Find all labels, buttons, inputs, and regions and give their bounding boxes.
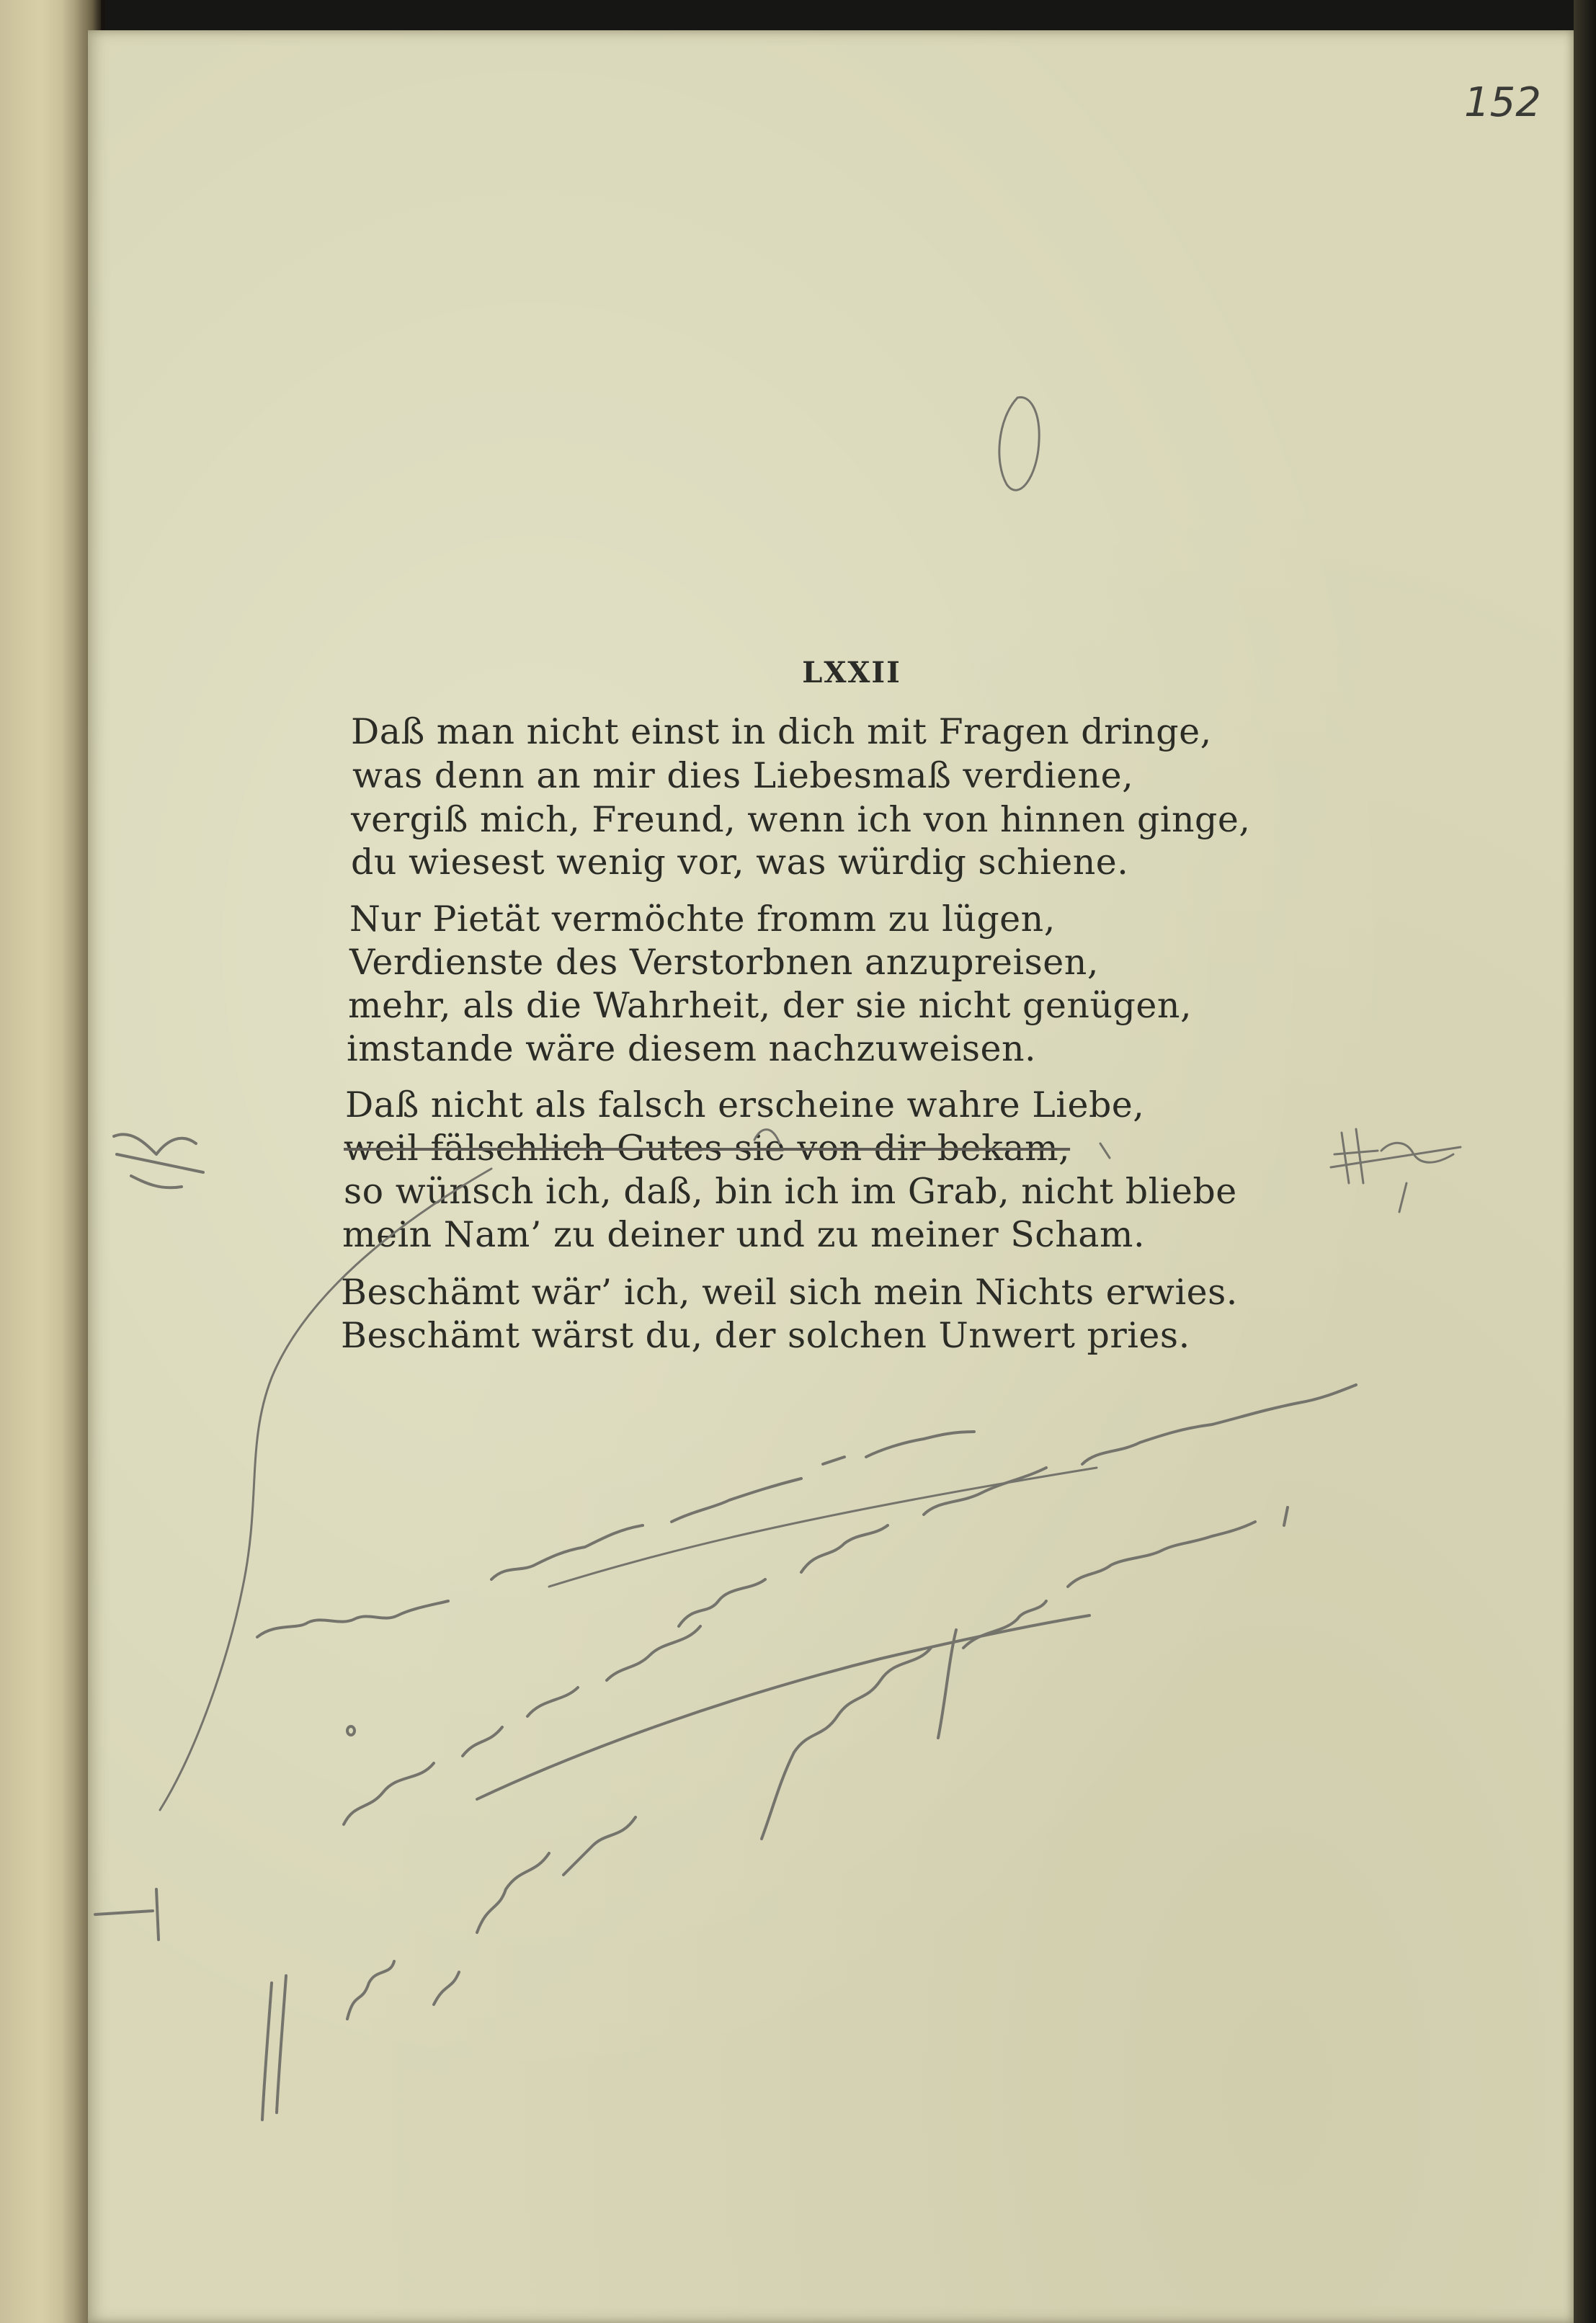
pencil-strike-dir xyxy=(754,1130,780,1143)
poem-line-struck: weil fälschlich Gutes sie von dir bekam, xyxy=(344,1128,1071,1169)
poem-line: Verdienste des Verstorbnen anzupreisen, xyxy=(349,942,1099,983)
pencil-margin-note-right xyxy=(1331,1129,1461,1212)
pencil-bracket-line xyxy=(160,1169,491,1810)
pencil-margin-note-left xyxy=(114,1134,203,1187)
scan-top-edge xyxy=(0,0,1596,30)
scan-right-edge xyxy=(1574,0,1596,2323)
poem-line: was denn an mir dies Liebesmaß verdiene, xyxy=(352,755,1134,796)
pencil-double-bar xyxy=(262,1976,286,2120)
pencil-line-2 xyxy=(679,1385,1356,1626)
poem-line: Beschämt wärst du, der solchen Unwert pries. xyxy=(341,1315,1190,1356)
book-page xyxy=(88,30,1574,2323)
pencil-margin-dash xyxy=(95,1889,159,1940)
poem-line: Daß man nicht einst in dich mit Fragen dringe, xyxy=(351,711,1212,752)
page-number: 152 xyxy=(1464,79,1541,126)
pencil-dot xyxy=(347,1726,355,1735)
poem-line: vergiß mich, Freund, wenn ich von hinnen ginge, xyxy=(351,799,1251,840)
pencil-caret xyxy=(1100,1143,1110,1158)
poem-line: mein Nam’ zu deiner und zu meiner Scham. xyxy=(342,1214,1146,1255)
poem-title: LXXII xyxy=(802,656,901,690)
pencil-line-5 xyxy=(347,1817,636,2019)
poem-line: Daß nicht als falsch erscheine wahre Liebe, xyxy=(345,1084,1145,1125)
poem-line: du wiesest wenig vor, was würdig schiene. xyxy=(351,842,1129,883)
pencil-annotations xyxy=(88,30,1574,2323)
pencil-underline xyxy=(477,1615,1089,1799)
pencil-line-4 xyxy=(762,1507,1288,1839)
pencil-zero-mark xyxy=(999,397,1039,490)
poem-line: so wünsch ich, daß, bin ich im Grab, nicht bliebe xyxy=(344,1171,1237,1212)
poem-line: Nur Pietät vermöchte fromm zu lügen, xyxy=(349,899,1056,940)
poem-line: Beschämt wär’ ich, weil sich mein Nichts erwies. xyxy=(341,1272,1238,1313)
poem-line: mehr, als die Wahrheit, der sie nicht genügen, xyxy=(348,985,1192,1026)
pencil-line-3 xyxy=(344,1626,700,1824)
poem-line: imstande wäre diesem nachzuweisen. xyxy=(347,1028,1037,1069)
